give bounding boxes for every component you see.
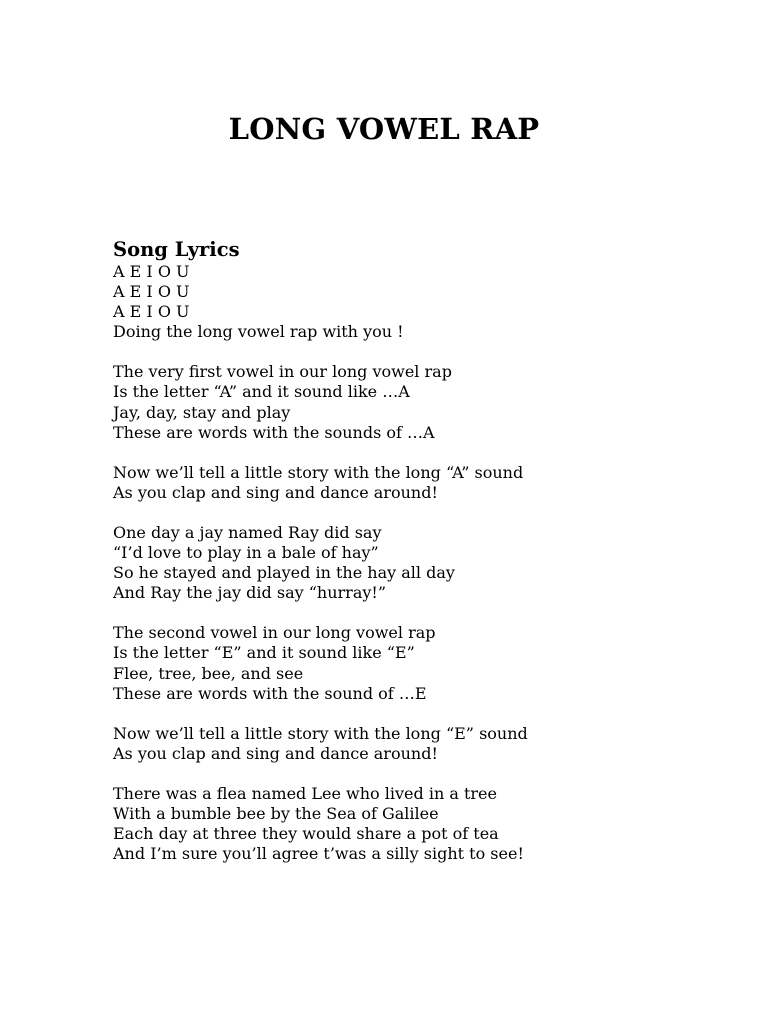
lyric-line: A E I O U bbox=[113, 302, 190, 322]
lyric-line: There was a flea named Lee who lived in a tree bbox=[113, 783, 497, 803]
stanza-5 bbox=[113, 623, 713, 703]
lyric-line: The second vowel in our long vowel rap bbox=[113, 623, 436, 643]
lyric-line: Now we’ll tell a little story with the long “E” sound bbox=[113, 723, 528, 743]
lyric-line: “I’d love to play in a bale of hay” bbox=[113, 543, 379, 563]
lyric-line: Flee, tree, bee, and see bbox=[113, 663, 304, 683]
stanza-4 bbox=[113, 523, 713, 603]
lyric-line: Each day at three they would share a pot of tea bbox=[113, 824, 499, 844]
lyric-line: These are words with the sounds of …A bbox=[113, 422, 435, 442]
lyrics-block bbox=[113, 238, 713, 884]
lyric-line: Jay, day, stay and play bbox=[113, 402, 291, 422]
lyric-line: And I’m sure you’ll agree t’was a silly sight to see! bbox=[113, 844, 524, 864]
section-heading: Song Lyrics bbox=[113, 238, 240, 261]
stanza-2 bbox=[113, 362, 713, 442]
lyric-line: A E I O U bbox=[113, 282, 190, 302]
lyric-line: With a bumble bee by the Sea of Galilee bbox=[113, 803, 439, 823]
lyric-line: One day a jay named Ray did say bbox=[113, 522, 382, 542]
lyric-line: As you clap and sing and dance around! bbox=[113, 482, 438, 502]
lyric-line: As you clap and sing and dance around! bbox=[113, 743, 438, 763]
lyric-line: A E I O U bbox=[113, 262, 190, 281]
stanza-6 bbox=[113, 724, 713, 764]
lyric-line: Now we’ll tell a little story with the long “A” sound bbox=[113, 462, 524, 482]
lyric-line: Is the letter “A” and it sound like …A bbox=[113, 382, 410, 402]
lyric-line: Doing the long vowel rap with you ! bbox=[113, 322, 404, 342]
lyric-line: And Ray the jay did say “hurray!” bbox=[113, 583, 387, 603]
lyric-line: These are words with the sound of …E bbox=[113, 683, 427, 703]
stanza-7 bbox=[113, 784, 713, 864]
lyric-line: Is the letter “E” and it sound like “E” bbox=[113, 643, 415, 663]
stanza-3 bbox=[113, 463, 713, 503]
lyric-line: The very first vowel in our long vowel rap bbox=[113, 362, 452, 382]
lyric-line: So he stayed and played in the hay all day bbox=[113, 563, 455, 583]
document-title: LONG VOWEL RAP bbox=[228, 112, 540, 146]
stanza-1 bbox=[113, 262, 713, 342]
